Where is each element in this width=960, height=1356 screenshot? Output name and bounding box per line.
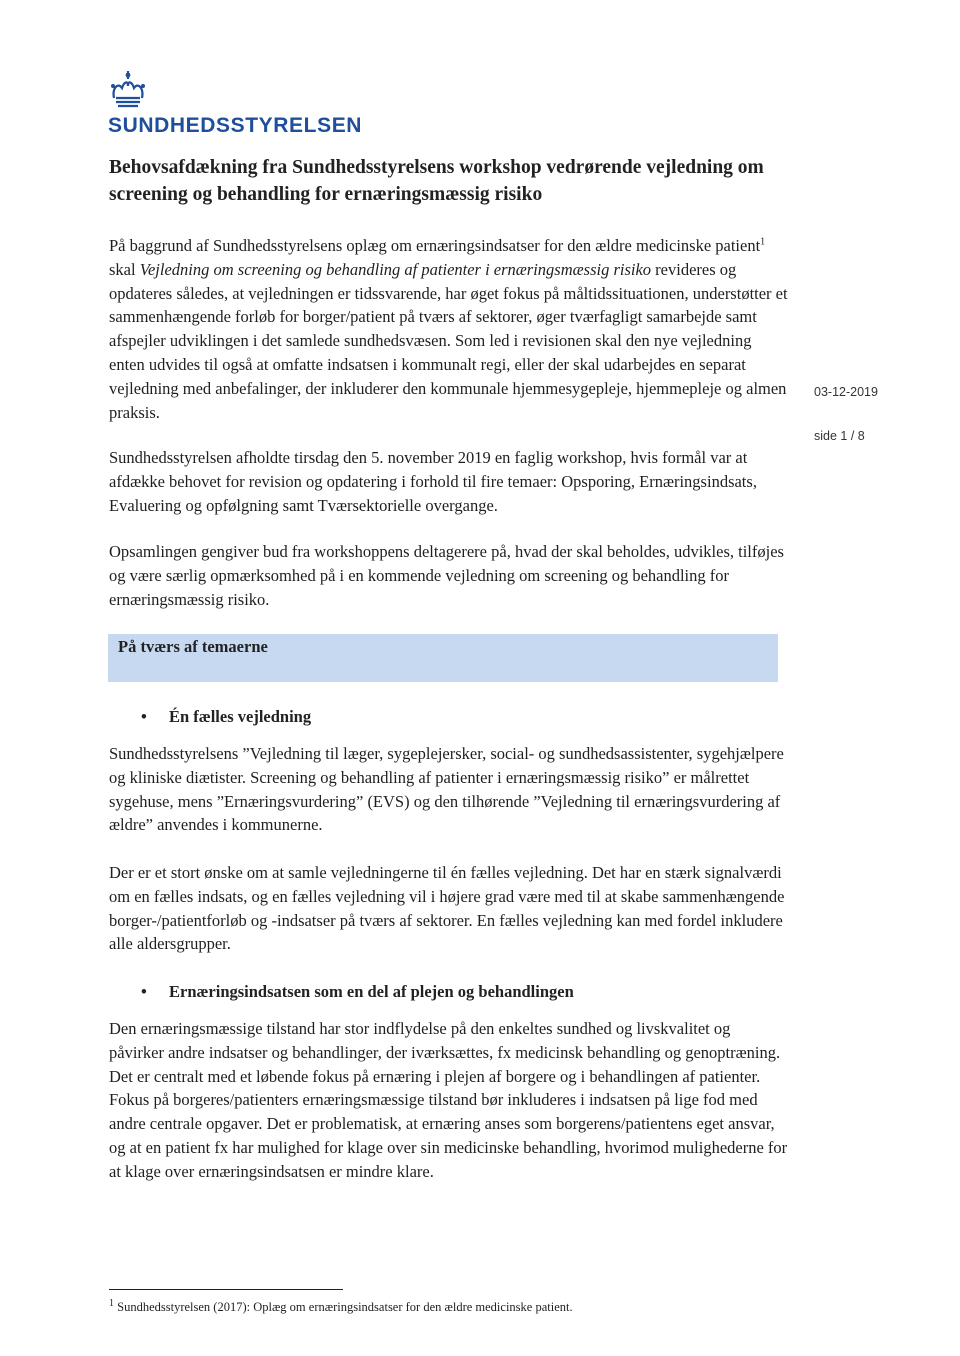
section-title: På tværs af temaerne: [118, 637, 268, 656]
footnote: [109, 1297, 573, 1315]
document-date: 03-12-2019: [814, 385, 878, 399]
page-indicator: side 1 / 8: [814, 429, 865, 443]
footnote-number: 1: [109, 1297, 114, 1309]
summary-paragraph: Opsamlingen gengiver bud fra workshoppens deltagerere på, hvad der skal beholdes, udvikles, tilføjes og være særlig opmærksomhed på i en kommende vejledning om screening og behandling for ernæringsmæssig risiko.: [109, 542, 784, 609]
bullet2-paragraph-1: Den ernæringsmæssige tilstand har stor indflydelse på den enkeltes sundhed og livskvalitet og påvirker andre indsatser og behandlinger, der iværksættes, fx medicinsk behandling og genoptræning. Det er centralt med et løbende fokus på ernæring i plejen af borgere og i behandlingen af patienter. Fokus på borgeres/patienters ernæringsmæssige tilstand bør inkluderes i indsatsen på lige fod med andre centrale opgaver. Det er problematisk, at ernæring anses som borgerens/patientens eget ansvar, og at en patient fx har mulighed for klage over sin medicinske behandling, hvorimod mulighederne for at klage over ernæringsindsatsen er mindre klare.: [109, 1019, 788, 1181]
document-title: Behovsafdækning fra Sundhedsstyrelsens workshop vedrørende vejledning om screening og behandling for ernæringsmæssig risiko: [109, 157, 764, 205]
guideline-title: Vejledning om screening og behandling af patienter i ernæringsmæssig risiko: [139, 259, 652, 279]
bullet1-paragraph-1: Sundhedsstyrelsens ”Vejledning til læger, sygeplejersker, social- og sundhedsassistenter, sygehjælpere og kliniske diætister. Screening og behandling af patienter i ernæringsmæssig risiko” er målrettet sygehuse, mens ”Ernæringsvurdering” (EVS) og den tilhørende ”Vejledning til ernæringsvurdering af ældre” anvendes i kommunerne.: [109, 744, 784, 835]
bullet-icon: •: [141, 982, 147, 1001]
footnote-ref[interactable]: 1: [760, 236, 766, 248]
section-header: [108, 634, 778, 682]
intro-paragraph: På baggrund af Sundhedsstyrelsens oplæg om ernæringsindsatser for den ældre medicinske patient$^1$ skal Vejledning om screening og behandling af patienter i ernæringsmæssig risiko revideres og opdateres således, at vejledningen er tidssvarende, har øget fokus på måltidssituationen, understøtter et sammenhængende forløb for borger/patient på tværs af sektorer, øger tværfagligt samarbejde samt afspejler udviklingen i det samlede sundhedsvæsen. Som led i revisionen skal den nye vejledning enten udvides til også at omfatte indsatsen i kommunalt regi, eller der skal udarbejdes en separat vejledning med anbefalinger, der inkluderer den kommunale hjemmesygepleje, hjemmepleje og almen praksis.: [109, 236, 788, 422]
bullet-heading-2: • Ernæringsindsatsen som en del af plejen og behandlingen: [141, 982, 574, 1001]
crown-icon: [108, 70, 148, 108]
bullet1-paragraph-2: Der er et stort ønske om at samle vejledningerne til én fælles vejledning. Det har en stærk signalværdi om en fælles indsats, og en fælles vejledning vil i højere grad være med til at skabe sammenhængende borger-/patientforløb og -indsatser på tværs af sektorer. En fælles vejledning kan med fordel inkludere alle aldersgrupper.: [109, 863, 785, 954]
bullet-icon: •: [141, 707, 147, 726]
bullet-heading-1: • Én fælles vejledning: [141, 707, 312, 726]
workshop-paragraph: Sundhedsstyrelsen afholdte tirsdag den 5. november 2019 en faglig workshop, hvis formål var at afdække behovet for revision og opdatering i forhold til fire temaer: Opsporing, Ernæringsindsats, Evaluering og opfølgning samt Tværsektorielle overgange.: [109, 448, 757, 515]
logo-text: SUNDHEDSSTYRELSEN: [108, 114, 363, 137]
footnote-divider: [109, 1289, 343, 1290]
footnote-text: Sundhedsstyrelsen (2017): Oplæg om ernæringsindsatser for den ældre medicinske patient.: [114, 1300, 573, 1314]
